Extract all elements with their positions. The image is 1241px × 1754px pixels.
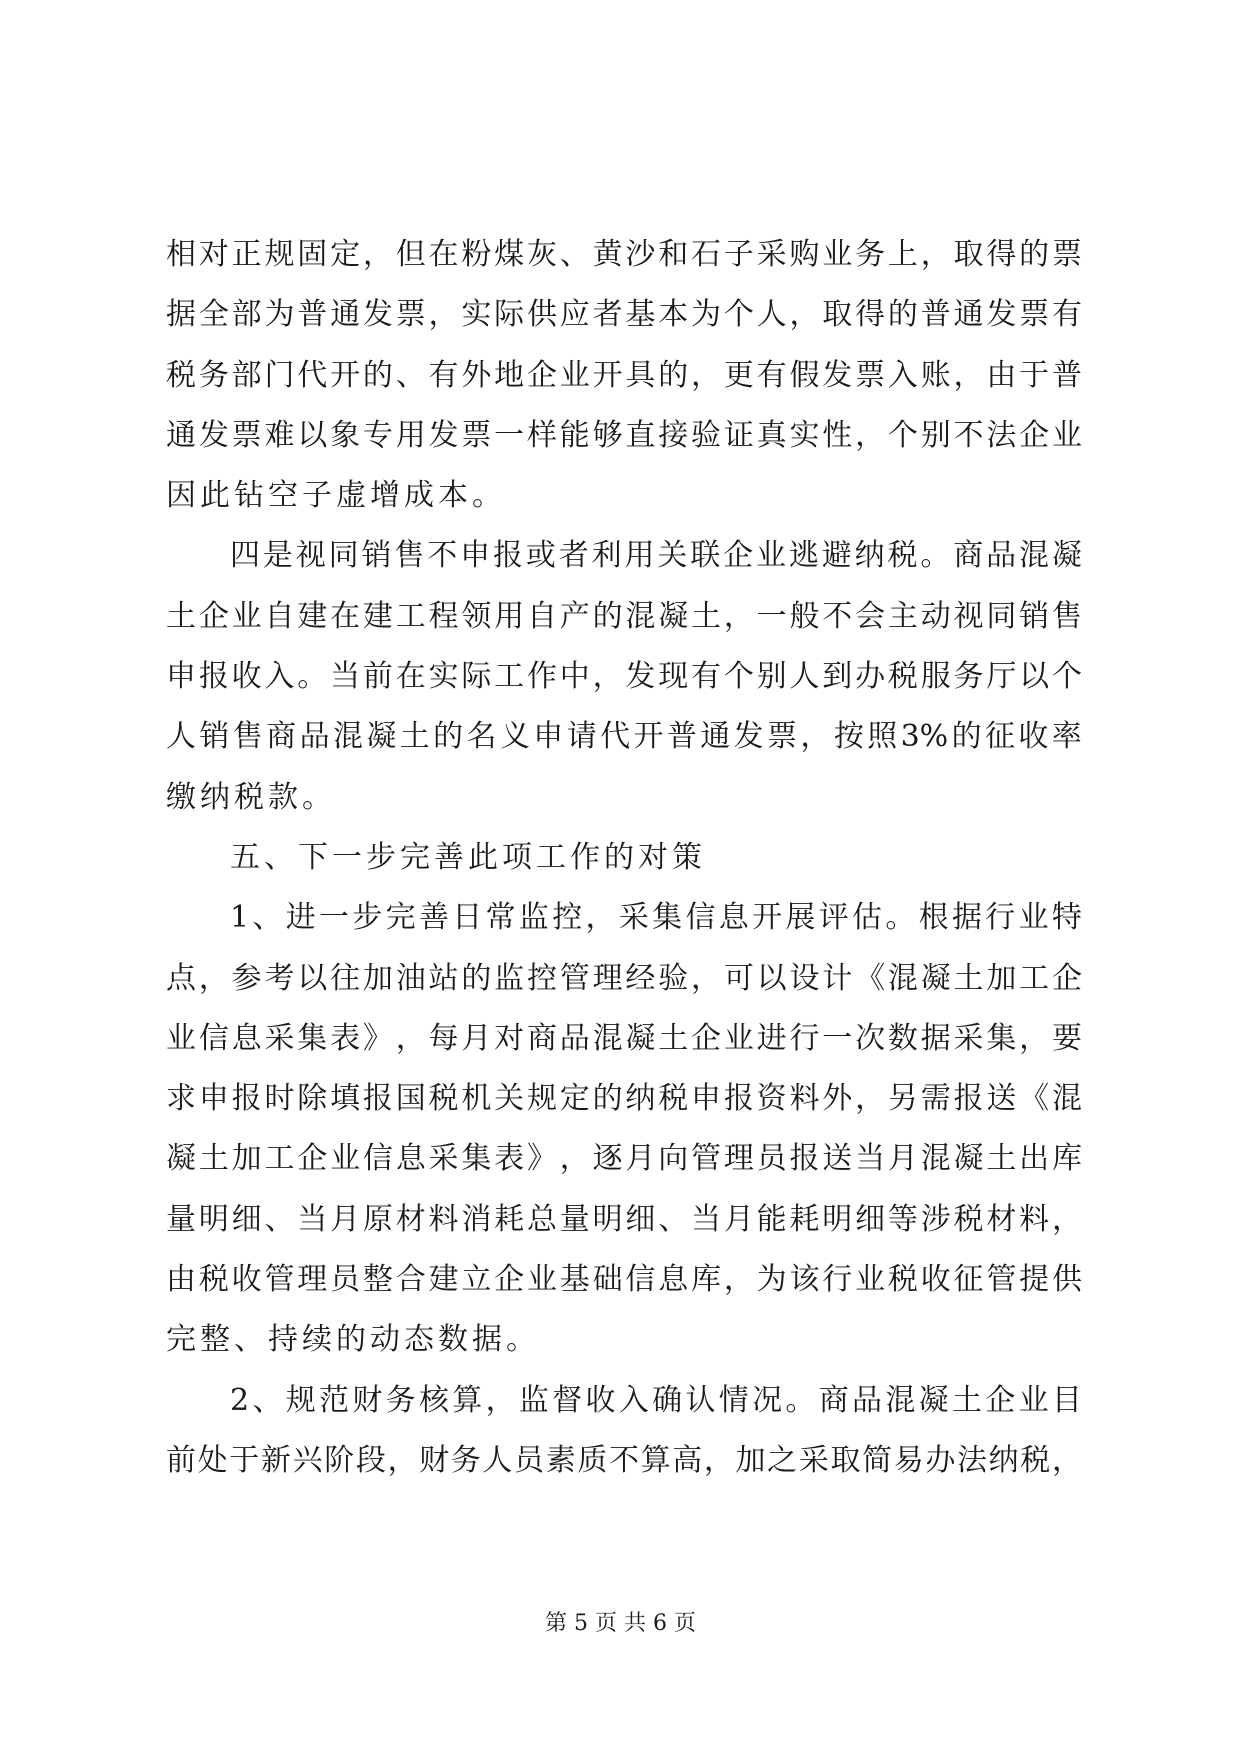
text-line: 1 、 进 一 步 完 善 日 常 监 控 ， 采 集 信 息 开 展 评 估 。 根 据 行 业 特 [230, 900, 1082, 936]
text-line: 通 发 票 难 以 象 专 用 发 票 一 样 能 够 直 接 验 证 真 实 性 ， 个 别 不 法 企 业 [166, 417, 1082, 453]
text-line: 五 、 下 一 步 完 善 此 项 工 作 的 对 策 [230, 839, 702, 875]
document-body [166, 225, 1082, 1491]
text-line: 凝 土 加 工 企 业 信 息 采 集 表 》 ， 逐 月 向 管 理 员 报 送 当 月 混 凝 土 出 库 [166, 1141, 1082, 1177]
page-footer: 第 5 页 共 6 页 [545, 1611, 696, 1636]
text-line: 相 对 正 规 固 定 ， 但 在 粉 煤 灰 、 黄 沙 和 石 子 采 购 业 务 上 ， 取 得 的 票 [166, 237, 1082, 272]
text-line: 税 务 部 门 代 开 的 、 有 外 地 企 业 开 具 的 ， 更 有 假 发 票 入 账 ， 由 于 普 [166, 357, 1082, 393]
text-line: 2 、 规 范 财 务 核 算 ， 监 督 收 入 确 认 情 况 。 商 品 混 凝 土 企 业 目 [230, 1382, 1082, 1418]
text-line: 土 企 业 自 建 在 建 工 程 领 用 自 产 的 混 凝 土 ， 一 般 不 会 主 动 视 同 销 售 [166, 598, 1082, 634]
text-line: 四 是 视 同 销 售 不 申 报 或 者 利 用 关 联 企 业 逃 避 纳 税 。 商 品 混 凝 [230, 538, 1082, 574]
text-line: 前 处 于 新 兴 阶 段 ， 财 务 人 员 素 质 不 算 高 ， 加 之 采 取 简 易 办 法 纳 税 ， [166, 1442, 1082, 1478]
text-line: 申 报 收 入 。 当 前 在 实 际 工 作 中 ， 发 现 有 个 别 人 到 办 税 服 务 厅 以 个 [166, 659, 1082, 695]
text-line: 缴 纳 税 款 。 [166, 779, 332, 815]
text-line: 量 明 细 、 当 月 原 材 料 消 耗 总 量 明 细 、 当 月 能 耗 明 细 等 涉 税 材 料 ， [166, 1201, 1082, 1237]
text-line: 由 税 收 管 理 员 整 合 建 立 企 业 基 础 信 息 库 ， 为 该 行 业 税 收 征 管 提 供 [166, 1262, 1082, 1298]
text-line: 点 ， 参 考 以 往 加 油 站 的 监 控 管 理 经 验 ， 可 以 设 计 《 混 凝 土 加 工 企 [166, 960, 1082, 996]
text-line: 求 申 报 时 除 填 报 国 税 机 关 规 定 的 纳 税 申 报 资 料 外 ， 另 需 报 送 《 混 [166, 1081, 1082, 1117]
text-line: 完 整 、 持 续 的 动 态 数 据 。 [166, 1322, 536, 1358]
text-line: 业 信 息 采 集 表 》 ， 每 月 对 商 品 混 凝 土 企 业 进 行 一 次 数 据 采 集 ， 要 [166, 1020, 1082, 1056]
text-line: 据 全 部 为 普 通 发 票 ， 实 际 供 应 者 基 本 为 个 人 ， 取 得 的 普 通 发 票 有 [166, 297, 1082, 333]
text-line: 人 销 售 商 品 混 凝 土 的 名 义 申 请 代 开 普 通 发 票 ， 按 照 3% 的 征 收 率 [166, 719, 1082, 755]
text-line: 因 此 钻 空 子 虚 增 成 本 。 [166, 478, 502, 514]
